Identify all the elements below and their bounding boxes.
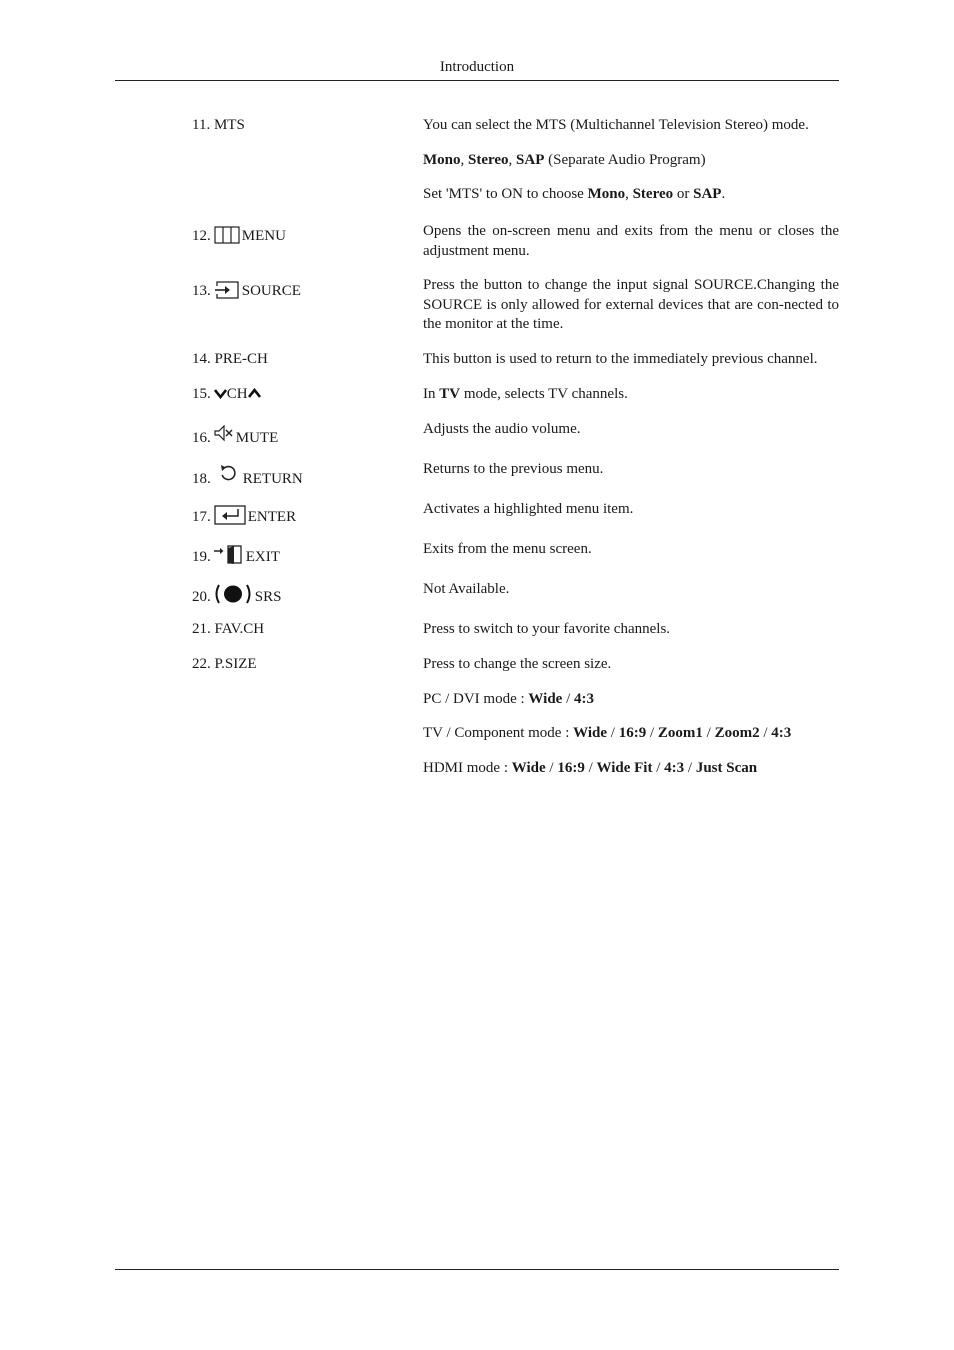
item-label: 11. MTS — [192, 117, 245, 133]
item-description: Opens the on-screen menu and exits from the menu or closes the adjustment menu. — [423, 223, 839, 259]
item-label: 15. CH — [192, 385, 261, 404]
srs-icon — [213, 584, 253, 609]
item-label: 14. PRE-CH — [192, 351, 268, 367]
item-label: 22. P.SIZE — [192, 656, 257, 672]
item-description: In TV mode, selects TV channels. — [423, 386, 628, 402]
return-icon — [219, 465, 237, 488]
mts-intro: You can select the MTS (Multichannel Television Stereo) mode. — [423, 117, 809, 133]
footer-rule — [115, 1269, 839, 1270]
item-label: 13. SOURCE — [192, 281, 301, 304]
menu-icon — [214, 226, 240, 249]
item-label: 20. SRS — [192, 584, 281, 609]
page-header — [115, 58, 839, 81]
exit-icon — [214, 545, 242, 570]
item-label: 19. EXIT — [192, 545, 280, 570]
item-description: Press the button to change the input signal SOURCE.Changing the SOURCE is only allowed for external devices that are con-nected to the monitor at the time. — [423, 277, 839, 332]
item-label: 16. MUTE — [192, 425, 278, 448]
chevron-down-icon — [214, 386, 227, 404]
p-size-hdmi-mode: HDMI mode : Wide / 16:9 / Wide Fit / 4:3 / Just Scan — [423, 759, 758, 776]
item-description: Activates a highlighted menu item. — [423, 501, 634, 517]
header-title: Introduction — [439, 59, 515, 75]
item-description — [423, 655, 839, 793]
item-description — [423, 116, 839, 220]
item-description: Returns to the previous menu. — [423, 461, 604, 477]
p-size-tv-mode: TV / Component mode : Wide / 16:9 / Zoom1 / Zoom2 / 4:3 — [423, 725, 792, 741]
mts-label: MTS — [213, 117, 245, 133]
p-size-pc-mode: PC / DVI mode : Wide / 4:3 — [423, 690, 594, 707]
enter-icon — [214, 505, 246, 530]
item-label: 18. RETURN — [192, 465, 303, 488]
item-label: 21. FAV.CH — [192, 621, 265, 637]
p-size-intro: Press to change the screen size. — [423, 656, 612, 672]
item-description: Not Available. — [423, 581, 510, 597]
item-label: 17. ENTER — [192, 505, 296, 530]
mts-modes: Mono, Stereo, SAP (Separate Audio Program) — [423, 151, 706, 168]
item-description: Adjusts the audio volume. — [423, 421, 581, 437]
item-description: Exits from the menu screen. — [423, 541, 592, 557]
item-label: 12. MENU — [192, 226, 286, 249]
item-description: This button is used to return to the immediately previous channel. — [423, 351, 818, 367]
item-description: Press to switch to your favorite channels. — [423, 621, 671, 637]
mts-instructions: Set 'MTS' to ON to choose Mono, Stereo or SAP. — [423, 186, 726, 202]
source-icon — [214, 281, 240, 304]
chevron-up-icon — [248, 386, 261, 404]
mute-icon — [214, 425, 234, 448]
